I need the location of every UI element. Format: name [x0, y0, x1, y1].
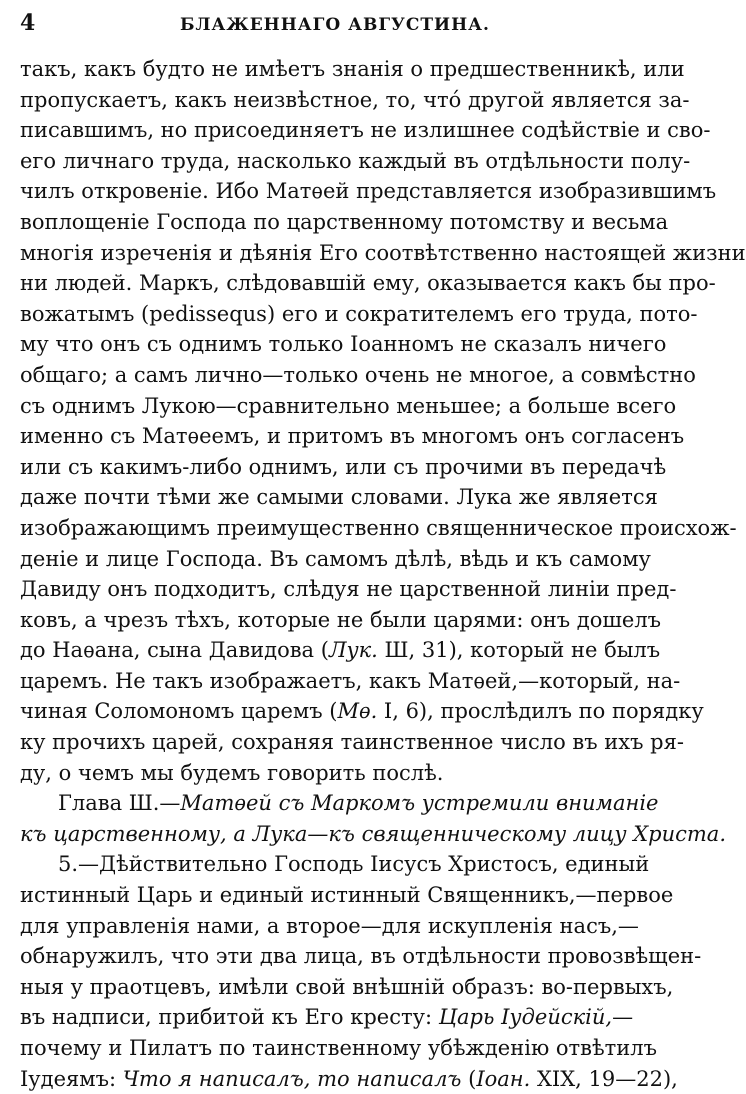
text-line: для управленія нами, а второе—для искупленія насъ,— — [20, 913, 639, 938]
text-line: ныя у праотцевъ, имѣли свой внѣшній образъ: во-первыхъ, — [20, 974, 674, 999]
text-line: ду, о чемъ мы будемъ говорить послѣ. — [20, 760, 444, 785]
running-title: БЛАЖЕННАГО АВГУСТИНА. — [180, 15, 490, 35]
quotation: Что я написалъ, то написалъ — [122, 1066, 462, 1091]
text-line: вожатымъ (pedissequs) его и сократителемъ его труда, пото- — [20, 301, 698, 326]
text-segment: I, 6), прослѣдилъ по порядку — [377, 699, 704, 724]
text-line — [20, 1064, 678, 1094]
text-line: му что онъ съ однимъ только Іоанномъ не сказалъ ничего — [20, 332, 667, 357]
text-segment: Ш, 31), который не былъ — [377, 638, 661, 663]
page-number: 4 — [20, 10, 36, 36]
text-segment: Іудеямъ: — [20, 1066, 123, 1091]
body-text — [20, 54, 746, 1094]
scripture-reference: Іоан. — [476, 1066, 531, 1091]
text-line: ковъ, а чрезъ тѣхъ, которые не были царями: онъ дошелъ — [20, 607, 662, 632]
text-segment: XIX, 19—22), — [530, 1066, 678, 1091]
text-segment: — — [612, 1005, 634, 1030]
chapter-heading — [20, 788, 659, 819]
quotation: Царь Іудейскій, — [438, 1005, 613, 1030]
text-line: такъ, какъ будто не имѣетъ знанія о предшественникѣ, или — [20, 57, 685, 81]
text-line: или съ какимъ-либо однимъ, или съ прочими въ передачѣ — [20, 454, 667, 479]
text-line: пропускаетъ, какъ неизвѣстное, то, чтó другой является за- — [20, 87, 690, 112]
text-line: даже почти тѣми же самыми словами. Лука же является — [20, 485, 658, 510]
text-line: общаго; а самъ лично—только очень не многое, а совмѣстно — [20, 362, 696, 387]
text-line — [20, 1002, 632, 1033]
text-line — [20, 696, 704, 727]
scripture-reference: Лук. — [328, 638, 378, 663]
chapter-title: къ царственному, а Лука—къ священническому лицу Христа. — [20, 821, 727, 846]
text-segment: чиная Соломономъ царемъ ( — [20, 699, 338, 724]
scripture-reference: Мѳ. — [337, 699, 378, 724]
chapter-title: Матѳей съ Маркомъ устремили вниманіе — [180, 791, 659, 816]
text-line: обнаружилъ, что эти два лица, въ отдѣльности провозвѣщен- — [20, 944, 702, 969]
chapter-label: Глава Ш.— — [58, 791, 181, 816]
text-line: именно съ Матѳеемъ, и притомъ въ многомъ онъ согласенъ — [20, 424, 685, 449]
text-line: 5.—Дѣйствительно Господь Іисусъ Христосъ, единый — [58, 852, 650, 877]
text-line: многія изреченія и дѣянія Его соотвѣтственно настоящей жизни — [20, 240, 746, 265]
text-segment: ( — [461, 1066, 477, 1091]
text-segment: до Наѳана, сына Давидова ( — [20, 638, 329, 663]
page-header — [20, 10, 632, 50]
text-line: истинный Царь и единый истинный Священникъ,—первое — [20, 883, 674, 908]
text-line: воплощеніе Господа по царственному потомству и весьма — [20, 209, 669, 234]
text-line: деніе и лице Господа. Въ самомъ дѣлѣ, вѣдь и къ самому — [20, 546, 651, 571]
text-line: почему и Пилатъ по таинственному убѣжденію отвѣтилъ — [20, 1036, 657, 1060]
text-line: царемъ. Не такъ изображаетъ, какъ Матѳей,—который, на- — [20, 668, 681, 693]
chapter-heading-continued — [20, 819, 727, 850]
text-line: чилъ откровеніе. Ибо Матѳей представляется изобразившимъ — [20, 179, 717, 204]
text-line: ку прочихъ царей, сохраняя таинственное число въ ихъ ря- — [20, 730, 684, 755]
text-line — [20, 635, 661, 666]
text-segment: въ надписи, прибитой къ Его кресту: — [20, 1005, 439, 1030]
text-line: ни людей. Маркъ, слѣдовавшій ему, оказывается какъ бы про- — [20, 271, 716, 296]
text-line: съ однимъ Лукою—сравнительно меньшее; а больше всего — [20, 393, 677, 418]
text-line: его личнаго труда, насколько каждый въ отдѣльности полу- — [20, 148, 691, 173]
text-line: писавшимъ, но присоединяетъ не излишнее содѣйствіе и сво- — [20, 118, 711, 143]
text-line: изображающимъ преимущественно священническое происхож- — [20, 515, 737, 540]
text-line: Давиду онъ подходитъ, слѣдуя не царственной линіи пред- — [20, 577, 677, 602]
